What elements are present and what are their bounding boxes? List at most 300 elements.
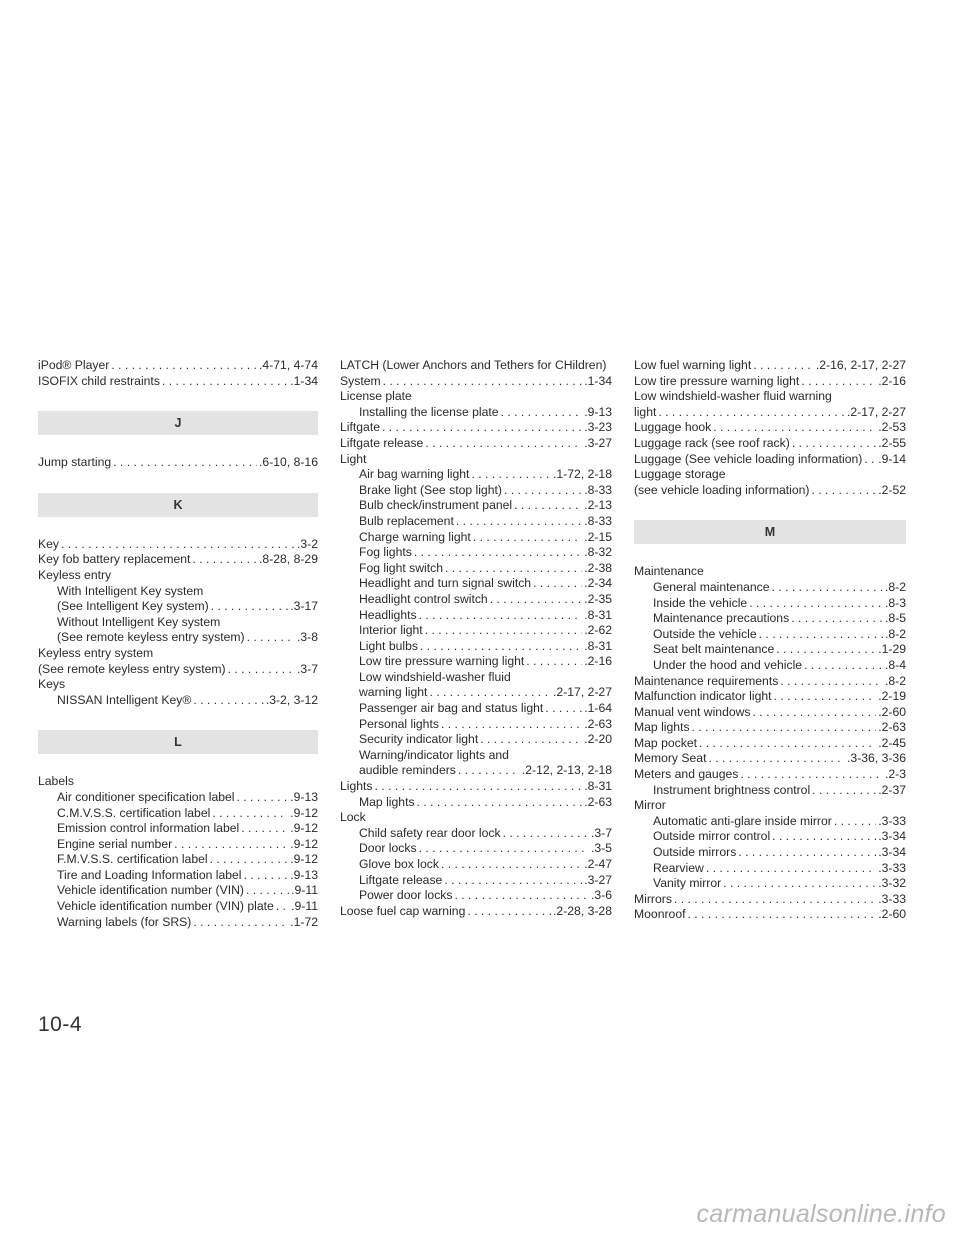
- entry-term: Personal lights: [359, 716, 439, 731]
- dot-leader: [740, 767, 883, 783]
- entry-term: Glove box lock: [359, 857, 439, 871]
- index-subentry: [38, 915, 318, 931]
- dot-leader: [526, 654, 582, 670]
- entry-term: Liftgate: [340, 420, 380, 435]
- index-subentry: [340, 483, 612, 499]
- index-entry: [634, 720, 906, 736]
- entry-term: Brake light (See stop light): [359, 482, 502, 497]
- index-subentry-heading: Without Intelligent Key system: [57, 614, 221, 629]
- entry-pages: .8-5: [884, 611, 906, 626]
- index-entry: [634, 420, 906, 436]
- entry-pages: .2-34: [584, 576, 612, 591]
- dot-leader: [699, 736, 876, 752]
- index-subentry: [340, 857, 612, 873]
- index-subentry: [340, 795, 612, 811]
- entry-pages: .3-2: [296, 536, 318, 551]
- dot-leader: [113, 455, 257, 471]
- entry-term: Outside the vehicle: [653, 626, 757, 641]
- dot-leader: [480, 732, 582, 748]
- entry-pages: .9-12: [290, 836, 318, 851]
- entry-pages: .2-17, 2-27: [847, 404, 906, 419]
- dot-leader: [414, 545, 582, 561]
- entry-pages: .9-11: [291, 883, 318, 898]
- entry-term: NISSAN Intelligent Key®: [57, 692, 192, 707]
- index-subentry: [340, 592, 612, 608]
- entry-term: Mirrors: [634, 891, 672, 906]
- entry-pages: .2-20: [584, 732, 612, 747]
- entry-term: Liftgate release: [340, 435, 424, 450]
- section-header: M: [634, 520, 906, 544]
- entry-pages: .9-12: [290, 821, 318, 836]
- index-entry-heading: Maintenance: [634, 564, 704, 579]
- index-entry: [634, 705, 906, 721]
- index-entry: [340, 436, 612, 452]
- dot-leader: [674, 892, 876, 908]
- dot-leader: [244, 868, 289, 884]
- entry-term: Engine serial number: [57, 836, 173, 851]
- entry-pages: .1-34: [584, 373, 612, 388]
- index-subentry: [634, 783, 906, 799]
- entry-term: Power door locks: [359, 888, 453, 903]
- entry-pages: .9-13: [290, 789, 318, 804]
- entry-pages: .1-72, 2-18: [553, 467, 612, 482]
- entry-term: Map lights: [634, 720, 690, 735]
- dot-leader: [864, 452, 876, 468]
- index-entry: [634, 405, 906, 421]
- entry-term: Outside mirrors: [653, 845, 737, 860]
- dot-leader: [708, 751, 845, 767]
- entry-pages: .2-17, 2-27: [553, 685, 612, 700]
- index-subentry: [340, 841, 612, 857]
- entry-term: iPod® Player: [38, 358, 110, 372]
- entry-term: light: [634, 404, 657, 419]
- dot-leader: [375, 779, 583, 795]
- entry-term: Fog lights: [359, 545, 412, 560]
- entry-term: Headlight control switch: [359, 591, 488, 606]
- index-entry-heading: Labels: [38, 774, 74, 789]
- entry-term: General maintenance: [653, 579, 770, 594]
- entry-term: audible reminders: [359, 763, 456, 778]
- entry-pages: .2-45: [878, 735, 906, 750]
- entry-term: Seat belt maintenance: [653, 642, 775, 657]
- entry-pages: .3-34: [878, 829, 906, 844]
- entry-pages: .1-34: [290, 373, 318, 388]
- index-subentry: [340, 873, 612, 889]
- entry-pages: .8-28, 8-29: [259, 552, 318, 567]
- index-entry-heading: Mirror: [634, 798, 666, 813]
- entry-term: (See Intelligent Key system): [57, 599, 209, 614]
- index-column-1: [38, 358, 318, 930]
- index-subentry: [340, 826, 612, 842]
- entry-pages: .1-72: [290, 914, 318, 929]
- index-entry-heading: Low windshield-washer fluid warning: [634, 389, 832, 404]
- entry-term: Light bulbs: [359, 638, 418, 653]
- entry-pages: .4-71, 4-74: [259, 358, 318, 372]
- entry-pages: .8-4: [884, 657, 906, 672]
- index-entry: [38, 552, 318, 568]
- entry-pages: .2-28, 3-28: [553, 903, 612, 918]
- index-entry: [634, 892, 906, 908]
- entry-term: Rearview: [653, 860, 704, 875]
- index-entry: [634, 374, 906, 390]
- dot-leader: [419, 608, 583, 624]
- dot-leader: [749, 596, 883, 612]
- entry-term: Vehicle identification number (VIN): [57, 883, 244, 898]
- dot-leader: [454, 888, 589, 904]
- entry-term: Headlight and turn signal switch: [359, 576, 532, 591]
- dot-leader: [811, 483, 876, 499]
- entry-pages: .3-6: [590, 888, 612, 903]
- entry-pages: .1-29: [878, 642, 906, 657]
- dot-leader: [713, 420, 876, 436]
- entry-term: Headlights: [359, 607, 417, 622]
- dot-leader: [211, 599, 288, 615]
- index-subentry: [634, 580, 906, 596]
- dot-leader: [501, 405, 583, 421]
- entry-pages: .3-33: [878, 860, 906, 875]
- dot-leader: [425, 623, 583, 639]
- dot-leader: [504, 483, 582, 499]
- dot-leader: [429, 685, 551, 701]
- entry-term: warning light: [359, 685, 428, 700]
- dot-leader: [688, 907, 877, 923]
- entry-pages: .9-12: [290, 805, 318, 820]
- entry-term: C.M.V.S.S. certification label: [57, 805, 211, 820]
- watermark-text: carmanualsonline.info: [696, 1200, 946, 1228]
- entry-term: Liftgate release: [359, 872, 443, 887]
- entry-pages: .2-19: [878, 689, 906, 704]
- entry-pages: .2-16: [878, 373, 906, 388]
- index-subentry: [340, 545, 612, 561]
- index-entry: [340, 779, 612, 795]
- index-subentry: [38, 790, 318, 806]
- dot-leader: [503, 826, 589, 842]
- entry-pages: .2-12, 2-13, 2-18: [521, 763, 612, 778]
- dot-leader: [382, 420, 582, 436]
- dot-leader: [419, 841, 589, 857]
- dot-leader: [753, 358, 814, 374]
- dot-leader: [162, 374, 288, 390]
- entry-term: F.M.V.S.S. certification label: [57, 852, 208, 867]
- entry-pages: .3-36, 3-36: [847, 751, 906, 766]
- index-subentry: [340, 561, 612, 577]
- entry-term: Security indicator light: [359, 732, 479, 747]
- entry-term: Bulb replacement: [359, 513, 454, 528]
- index-entry: [634, 907, 906, 923]
- index-subentry: [340, 701, 612, 717]
- dot-leader: [444, 873, 582, 889]
- dot-leader: [723, 876, 876, 892]
- index-entry: [38, 537, 318, 553]
- entry-pages: .2-38: [584, 560, 612, 575]
- entry-pages: .8-31: [584, 638, 612, 653]
- index-entry: [634, 436, 906, 452]
- dot-leader: [545, 701, 582, 717]
- entry-term: Automatic anti-glare inside mirror: [653, 813, 832, 828]
- index-entry: [38, 374, 318, 390]
- entry-pages: .3-7: [296, 661, 318, 676]
- dot-leader: [658, 405, 845, 421]
- dot-leader: [514, 498, 582, 514]
- dot-leader: [241, 821, 288, 837]
- entry-term: Air bag warning light: [359, 467, 470, 482]
- index-entry: [634, 483, 906, 499]
- index-subentry: [340, 498, 612, 514]
- index-subentry: [38, 693, 318, 709]
- index-entry-heading: Keyless entry system: [38, 645, 154, 660]
- index-entry-heading: License plate: [340, 389, 412, 404]
- section-header: J: [38, 411, 318, 435]
- index-subentry-heading: Warning/indicator lights and: [359, 747, 509, 762]
- index-subentry-heading: With Intelligent Key system: [57, 583, 204, 598]
- index-subentry: [634, 627, 906, 643]
- index-entry: [38, 358, 318, 374]
- entry-pages: .2-62: [584, 623, 612, 638]
- entry-term: Low fuel warning light: [634, 358, 752, 372]
- index-subentry: [340, 608, 612, 624]
- entry-pages: .3-27: [584, 872, 612, 887]
- index-subentry: [634, 642, 906, 658]
- entry-term: Bulb check/instrument panel: [359, 498, 513, 513]
- index-subentry: [340, 654, 612, 670]
- dot-leader: [791, 611, 883, 627]
- index-subentry: [340, 717, 612, 733]
- index-subentry: [38, 806, 318, 822]
- index-subentry: [634, 845, 906, 861]
- index-subentry: [340, 888, 612, 904]
- entry-pages: .3-7: [590, 825, 612, 840]
- entry-pages: .2-47: [584, 857, 612, 871]
- entry-term: (See remote keyless entry system): [57, 630, 245, 645]
- entry-term: Child safety rear door lock: [359, 825, 501, 840]
- page-number: 10-4: [38, 1013, 83, 1036]
- index-entry-heading: Keys: [38, 677, 66, 692]
- dot-leader: [441, 857, 582, 873]
- index-subentry: [340, 623, 612, 639]
- entry-pages: .2-16: [584, 654, 612, 669]
- entry-term: Fog light switch: [359, 560, 443, 575]
- index-entry: [38, 455, 318, 471]
- dot-leader: [774, 689, 877, 705]
- entry-term: Lights: [340, 779, 373, 794]
- entry-pages: .2-60: [878, 704, 906, 719]
- entry-pages: .3-34: [878, 845, 906, 860]
- entry-term: Low tire pressure warning light: [359, 654, 525, 669]
- index-entry-heading: Lock: [340, 810, 366, 825]
- index-subentry: [38, 899, 318, 915]
- index-entry: [634, 674, 906, 690]
- entry-term: Jump starting: [38, 455, 112, 470]
- entry-term: Map lights: [359, 794, 415, 809]
- dot-leader: [237, 790, 289, 806]
- index-subentry: [340, 514, 612, 530]
- entry-term: Charge warning light: [359, 529, 471, 544]
- index-subentry: [340, 467, 612, 483]
- entry-pages: .8-3: [884, 595, 906, 610]
- entry-pages: .8-32: [584, 545, 612, 560]
- entry-term: Tire and Loading Information label: [57, 867, 242, 882]
- dot-leader: [780, 674, 883, 690]
- index-subentry-heading: Low windshield-washer fluid: [359, 669, 511, 684]
- dot-leader: [445, 561, 582, 577]
- entry-term: Key fob battery replacement: [38, 552, 191, 567]
- entry-pages: .2-15: [584, 529, 612, 544]
- index-subentry: [340, 405, 612, 421]
- dot-leader: [490, 592, 583, 608]
- entry-term: Low tire pressure warning light: [634, 373, 800, 388]
- entry-pages: .8-2: [884, 626, 906, 641]
- dot-leader: [174, 837, 288, 853]
- dot-leader: [533, 576, 582, 592]
- dot-leader: [193, 693, 264, 709]
- index-entry: [634, 751, 906, 767]
- entry-term: Vanity mirror: [653, 876, 722, 891]
- dot-leader: [759, 627, 883, 643]
- index-entry: [340, 420, 612, 436]
- entry-pages: .8-2: [884, 673, 906, 688]
- dot-leader: [706, 861, 876, 877]
- index-subentry: [634, 611, 906, 627]
- entry-term: Inside the vehicle: [653, 595, 748, 610]
- entry-pages: .9-12: [290, 852, 318, 867]
- index-entry: [634, 358, 906, 374]
- dot-leader: [420, 639, 582, 655]
- dot-leader: [228, 662, 295, 678]
- dot-leader: [212, 806, 288, 822]
- entry-term: Door locks: [359, 841, 417, 856]
- index-entry: [634, 452, 906, 468]
- dot-leader: [276, 899, 289, 915]
- entry-pages: .3-33: [878, 891, 906, 906]
- entry-pages: .2-63: [584, 716, 612, 731]
- dot-leader: [772, 580, 883, 596]
- entry-term: Key: [38, 536, 60, 551]
- index-subentry: [38, 837, 318, 853]
- dot-leader: [467, 904, 551, 920]
- entry-pages: .2-53: [878, 420, 906, 435]
- dot-leader: [834, 814, 876, 830]
- index-subentry: [38, 599, 318, 615]
- entry-term: Passenger air bag and status light: [359, 701, 544, 716]
- dot-leader: [753, 705, 877, 721]
- index-subentry: [340, 732, 612, 748]
- index-entry: [634, 736, 906, 752]
- entry-pages: .8-31: [584, 779, 612, 794]
- dot-leader: [441, 717, 582, 733]
- entry-pages: .2-52: [878, 482, 906, 497]
- entry-term: Emission control information label: [57, 821, 240, 836]
- entry-term: Air conditioner specification label: [57, 789, 235, 804]
- dot-leader: [776, 642, 876, 658]
- index-entry: [634, 767, 906, 783]
- index-column-3: [634, 358, 906, 923]
- dot-leader: [473, 530, 582, 546]
- entry-pages: .2-13: [584, 498, 612, 513]
- index-subentry: [38, 821, 318, 837]
- entry-pages: .9-13: [290, 867, 318, 882]
- index-subentry: [634, 814, 906, 830]
- index-entry-heading: Luggage storage: [634, 467, 726, 482]
- entry-pages: .9-14: [878, 451, 906, 466]
- entry-term: Luggage rack (see roof rack): [634, 435, 790, 450]
- entry-term: Warning labels (for SRS): [57, 914, 192, 929]
- dot-leader: [417, 795, 583, 811]
- dot-leader: [192, 552, 257, 568]
- entry-term: Instrument brightness control: [653, 782, 811, 797]
- entry-term: Maintenance precautions: [653, 611, 790, 626]
- dot-leader: [425, 436, 582, 452]
- index-entry: [634, 689, 906, 705]
- entry-pages: .3-2, 3-12: [265, 692, 318, 707]
- index-subentry: [340, 685, 612, 701]
- entry-pages: .2-55: [878, 435, 906, 450]
- entry-term: ISOFIX child restraints: [38, 373, 160, 388]
- dot-leader: [193, 915, 288, 931]
- entry-pages: .3-32: [878, 876, 906, 891]
- dot-leader: [458, 763, 520, 779]
- entry-pages: .9-13: [584, 404, 612, 419]
- entry-term: Map pocket: [634, 735, 698, 750]
- entry-term: Manual vent windows: [634, 704, 751, 719]
- dot-leader: [772, 829, 876, 845]
- dot-leader: [247, 630, 295, 646]
- dot-leader: [246, 883, 289, 899]
- index-entry: [38, 662, 318, 678]
- entry-pages: .3-23: [584, 420, 612, 435]
- entry-term: Luggage (See vehicle loading information): [634, 451, 863, 466]
- entry-pages: .3-5: [590, 841, 612, 856]
- entry-pages: .8-2: [884, 579, 906, 594]
- section-header: L: [38, 730, 318, 754]
- index-subentry: [634, 596, 906, 612]
- dot-leader: [383, 374, 583, 390]
- index-subentry: [634, 861, 906, 877]
- index-subentry: [38, 852, 318, 868]
- entry-pages: .8-33: [584, 482, 612, 497]
- entry-term: (see vehicle loading information): [634, 482, 810, 497]
- index-subentry: [634, 829, 906, 845]
- entry-pages: .3-33: [878, 813, 906, 828]
- entry-term: System: [340, 373, 381, 388]
- entry-pages: .2-60: [878, 907, 906, 922]
- index-subentry: [634, 876, 906, 892]
- entry-term: Memory Seat: [634, 751, 707, 766]
- entry-pages: .1-64: [584, 701, 612, 716]
- dot-leader: [801, 374, 876, 390]
- dot-leader: [471, 467, 551, 483]
- entry-pages: .2-63: [878, 720, 906, 735]
- entry-term: Moonroof: [634, 907, 686, 922]
- entry-term: Luggage hook: [634, 420, 712, 435]
- entry-pages: .6-10, 8-16: [259, 455, 318, 470]
- section-header: K: [38, 493, 318, 517]
- entry-pages: .2-16, 2-17, 2-27: [815, 358, 906, 372]
- index-entry: [340, 374, 612, 390]
- index-subentry: [38, 630, 318, 646]
- entry-pages: .3-17: [290, 599, 318, 614]
- dot-leader: [210, 852, 289, 868]
- index-subentry: [340, 530, 612, 546]
- index-subentry: [38, 883, 318, 899]
- entry-term: Malfunction indicator light: [634, 689, 772, 704]
- entry-term: Maintenance requirements: [634, 673, 779, 688]
- entry-pages: .2-37: [878, 782, 906, 797]
- dot-leader: [61, 537, 295, 553]
- entry-pages: .2-63: [584, 794, 612, 809]
- entry-pages: .2-35: [584, 591, 612, 606]
- index-entry: [340, 904, 612, 920]
- index-subentry: [340, 639, 612, 655]
